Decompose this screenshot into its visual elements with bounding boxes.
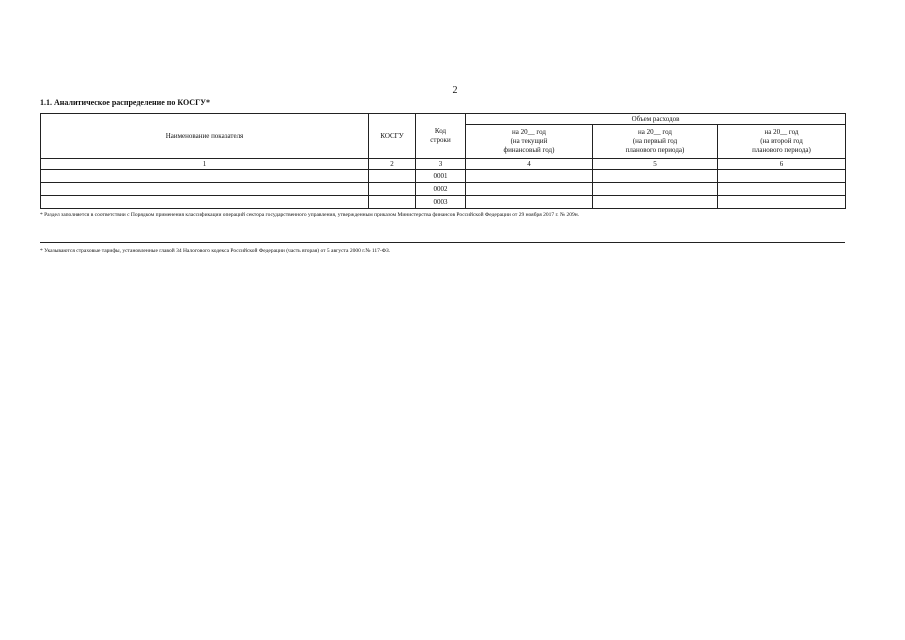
table-row (41, 196, 846, 209)
kosgu-cell[interactable] (369, 170, 416, 183)
kosgu-cell[interactable] (369, 183, 416, 196)
second-plan-year-cell[interactable] (718, 170, 846, 183)
column-index: 4 (466, 159, 593, 170)
first-plan-year-cell[interactable] (593, 196, 718, 209)
current-year-cell[interactable] (466, 170, 593, 183)
header-indicator-name: Наименование показателя (41, 114, 369, 159)
header-second-plan-year: на 20__ год (на второй год планового периода) (718, 125, 846, 159)
indicator-name-cell[interactable] (41, 170, 369, 183)
table-row (41, 183, 846, 196)
column-index: 3 (416, 159, 466, 170)
second-plan-year-cell[interactable] (718, 183, 846, 196)
row-code-cell: 0002 (416, 183, 466, 196)
second-plan-year-cell[interactable] (718, 196, 846, 209)
table-row (41, 170, 846, 183)
header-first-plan-year: на 20__ год (на первый год планового периода) (593, 125, 718, 159)
column-index: 2 (369, 159, 416, 170)
column-index: 1 (41, 159, 369, 170)
indicator-name-cell[interactable] (41, 183, 369, 196)
current-year-cell[interactable] (466, 196, 593, 209)
row-code-cell: 0001 (416, 170, 466, 183)
kosgu-cell[interactable] (369, 196, 416, 209)
footnote-kosgu-order: * Раздел заполняется в соответствии с Порядком применения классификации операций сектора государственного управления, утвержденным приказом Министерства финансов Российской Федерации от 29 ноября 2017 г. № 209н. (40, 212, 580, 218)
first-plan-year-cell[interactable] (593, 183, 718, 196)
page-number: 2 (452, 85, 458, 96)
header-row-code: Код строки (416, 114, 466, 159)
footnote-divider (40, 242, 845, 243)
header-current-year: на 20__ год (на текущий финансовый год) (466, 125, 593, 159)
first-plan-year-cell[interactable] (593, 170, 718, 183)
section-title: 1.1. Аналитическое распределение по КОСГУ* (40, 98, 211, 107)
column-index: 5 (593, 159, 718, 170)
footnote-insurance-rates: * Указываются страховые тарифы, установленные главой 34 Налогового кодекса Российской Федерации (часть вторая) от 5 августа 2000 г.№ 117-ФЗ. (40, 248, 391, 254)
current-year-cell[interactable] (466, 183, 593, 196)
header-kosgu: КОСГУ (369, 114, 416, 159)
column-index-row (41, 159, 846, 170)
row-code-cell: 0003 (416, 196, 466, 209)
header-expense-volume: Объем расходов (466, 114, 846, 125)
indicator-name-cell[interactable] (41, 196, 369, 209)
column-index: 6 (718, 159, 846, 170)
kosgu-distribution-table (40, 113, 846, 209)
